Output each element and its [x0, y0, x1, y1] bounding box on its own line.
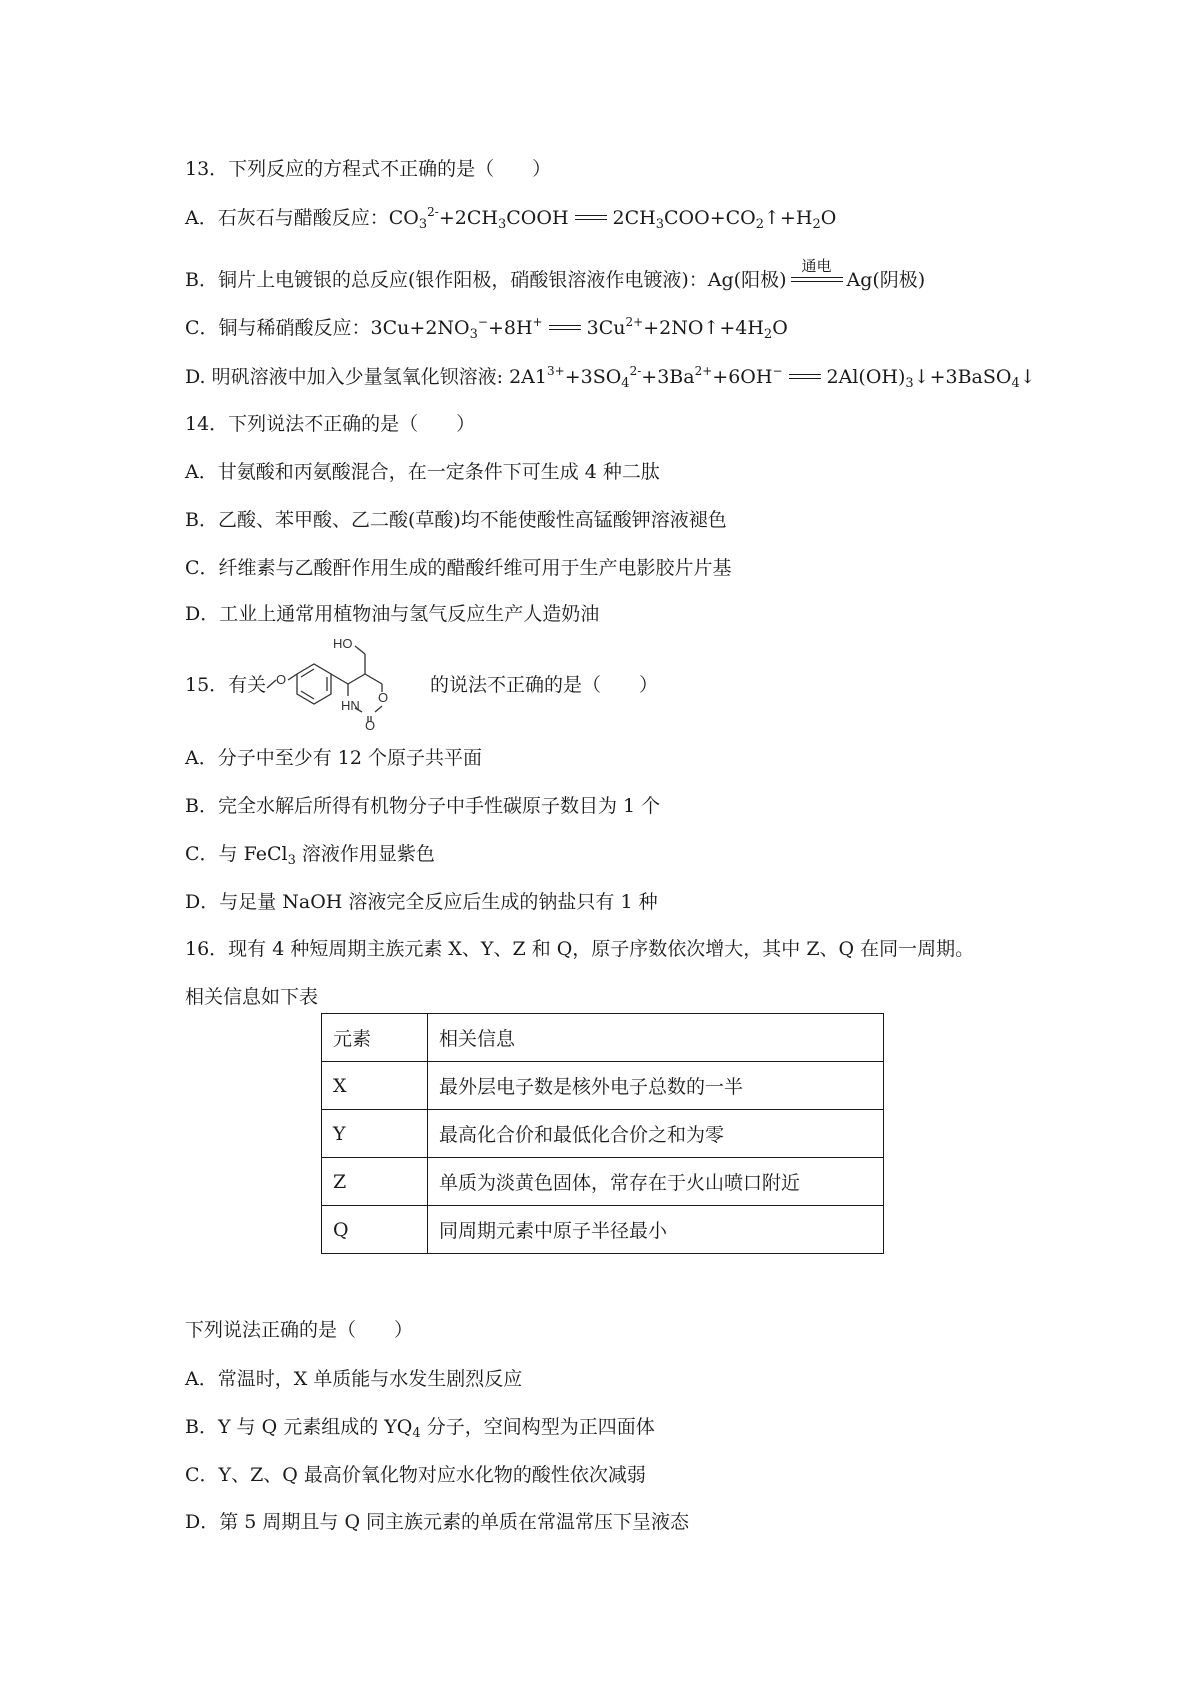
table-cell: 最高化合价和最低化合价之和为零	[428, 1110, 884, 1158]
q13-b-label: B．铜片上电镀银的总反应(银作阳极，硝酸银溶液作电镀液)：	[185, 269, 708, 291]
q16-ask: 下列说法正确的是（ ）	[185, 1319, 414, 1341]
q14-option-b: B．乙酸、苯甲酸、乙二酸(草酸)均不能使酸性高锰酸钾溶液褪色	[185, 509, 727, 531]
q16-stem-line1: 16．现有 4 种短周期主族元素 X、Y、Z 和 Q，原子序数依次增大，其中 Z、Q 在同一周期。	[185, 938, 975, 960]
molecule-structure	[265, 636, 435, 730]
q13-b-rhs: Ag(阴极)	[846, 269, 926, 291]
equal-sign-icon	[575, 215, 607, 220]
q16-stem-line2: 相关信息如下表	[185, 986, 319, 1008]
mol-keto-o: O	[365, 718, 376, 730]
q15-stem-pre: 15．有关	[185, 674, 267, 696]
q13-c-label: C．铜与稀硝酸反应：	[185, 317, 371, 339]
q13-stem: 13．下列反应的方程式不正确的是（ ）	[185, 158, 552, 180]
equal-sign-icon	[789, 374, 821, 379]
q16-option-b: B．Y 与 Q 元素组成的 $YQ_4$ 分子，空间构型为正四面体	[185, 1416, 655, 1441]
mol-oh: HO	[333, 636, 353, 651]
q13-b-lhs: Ag(阳极)	[707, 269, 787, 291]
element-info-table	[321, 1013, 884, 1254]
q13-c-lhs: $3Cu+2NO_3^-+8H^+$	[370, 315, 543, 342]
table-row	[322, 1062, 884, 1110]
q13-b-condition: 通电	[801, 257, 832, 275]
q16-option-a: A．常温时，X 单质能与水发生剧烈反应	[185, 1368, 523, 1390]
table-cell: X	[322, 1062, 428, 1110]
equal-sign-icon	[549, 325, 581, 330]
q16-option-d: D．第 5 周期且与 Q 同主族元素的单质在常温常压下呈液态	[185, 1511, 690, 1533]
table-cell: Z	[322, 1158, 428, 1206]
q13-option-a	[185, 206, 836, 230]
q15-option-b: B．完全水解后所得有机物分子中手性碳原子数目为 1 个	[185, 795, 661, 817]
q15-option-c: C．与 FeCl$_3$ 溶液作用显紫色	[185, 843, 435, 868]
electrolysis-arrow-icon	[791, 257, 843, 282]
table-row	[322, 1206, 884, 1254]
q13-a-lhs: $CO_3^{2-}+2CH_3COOH$	[388, 205, 569, 232]
q16-option-c: C．Y、Z、Q 最高价氧化物对应水化物的酸性依次减弱	[185, 1464, 646, 1486]
table-cell: Q	[322, 1206, 428, 1254]
table-header: 元素	[322, 1014, 428, 1062]
q15-stem-post: 的说法不正确的是（ ）	[430, 674, 659, 696]
table-header: 相关信息	[428, 1014, 884, 1062]
q15-option-d: D．与足量 NaOH 溶液完全反应后生成的钠盐只有 1 种	[185, 891, 658, 913]
table-header-row	[322, 1014, 884, 1062]
q13-option-d	[185, 365, 1036, 389]
q13-d-lhs: $2A1^{3+}+3SO_4^{2-}+3Ba^{2+}+6OH^-$	[509, 364, 783, 391]
table-row	[322, 1110, 884, 1158]
table-cell: 同周期元素中原子半径最小	[428, 1206, 884, 1254]
mol-ring-o: O	[378, 690, 389, 705]
q13-a-label: A．石灰石与醋酸反应：	[185, 207, 389, 229]
q14-option-a: A．甘氨酸和丙氨酸混合，在一定条件下可生成 4 种二肽	[185, 461, 660, 483]
q14-option-d: D．工业上通常用植物油与氢气反应生产人造奶油	[185, 603, 600, 625]
q15-option-a: A．分子中至少有 12 个原子共平面	[185, 747, 482, 769]
q13-a-rhs: $2CH_3COO+CO_2↑+H_2O$	[612, 207, 837, 232]
q13-c-rhs: $3Cu^{2+}+2NO↑+4H_2O$	[586, 315, 788, 342]
table-row	[322, 1158, 884, 1206]
q13-option-c	[185, 316, 788, 340]
q14-option-c: C．纤维素与乙酸酐作用生成的醋酸纤维可用于生产电影胶片片基	[185, 557, 732, 579]
table-cell: 最外层电子数是核外电子总数的一半	[428, 1062, 884, 1110]
mol-ether-o: O	[276, 672, 287, 687]
table-cell: Y	[322, 1110, 428, 1158]
q13-option-b	[185, 257, 926, 292]
table-cell: 单质为淡黄色固体，常存在于火山喷口附近	[428, 1158, 884, 1206]
q14-stem: 14．下列说法不正确的是（ ）	[185, 413, 476, 435]
q13-d-label: D. 明矾溶液中加入少量氢氧化钡溶液:	[185, 366, 510, 388]
mol-nh: HN	[341, 698, 360, 713]
q13-d-rhs: $2Al(OH)_3↓+3BaSO_4↓$	[826, 366, 1036, 391]
